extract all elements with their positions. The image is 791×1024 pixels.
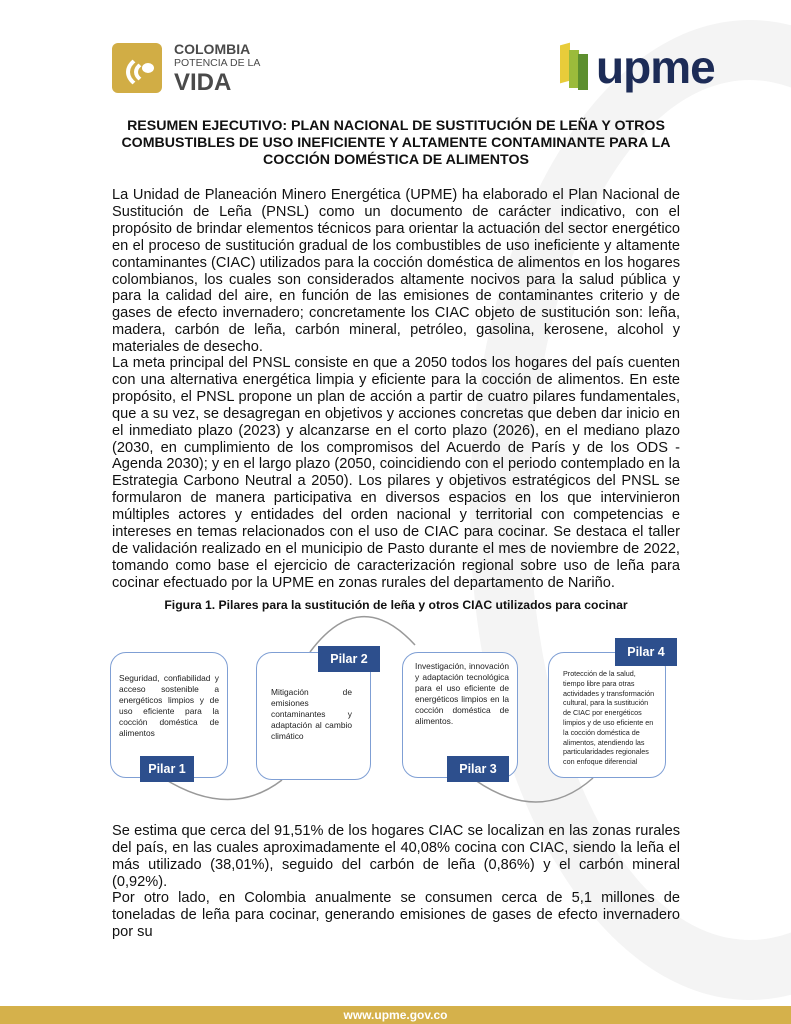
figure-caption: Figura 1. Pilares para la sustitución de leña y otros CIAC utilizados para cocinar [164, 598, 628, 612]
paragraph-goal: La meta principal del PNSL consiste en que a 2050 todos los hogares del país cuenten con una alternativa energética limpia y eficiente para la cocción de alimentos. En este propósito, el PNSL propone un plan de acción a partir de cuatro pilares fundamentales, que a su vez, se desagregan en objetivos y acciones concretas que deben dar inicio en el inmediato plazo (2023) y alcanzarse en el corto plazo (2026), en el mediano plazo (2030, en cumplimiento de los compromisos del Acuerdo de París y de los ODS - Agenda 2030); y en el largo plazo (2050, coincidiendo con el periodo contemplado en la Estrategia Carbono Neutral a 2050). Los pilares y objetivos estratégicos del PNSL se formularon de manera participativa en diversos espacios en los que intervinieron múltiples actores y entidades del orden nacional y territorial con competencias e intereses en temas relacionados con el uso de CIAC para cocinar. Se destaca el taller de validación realizado en el municipio de Pasto durante el mes de noviembre de 2022, tomando como base el ejercicio de caracterización regional sobre uso de leña para cocinar efectuado por la UPME en zonas rurales del departamento de Nariño. [112, 355, 680, 591]
pillar-4-label: Pilar 4 [615, 638, 677, 666]
document-title: RESUMEN EJECUTIVO: PLAN NACIONAL DE SUSTITUCIÓN DE LEÑA Y OTROS COMBUSTIBLES DE USO INEFICIENTE Y ALTAMENTE CONTAMINANTE PARA LA COCCIÓN DOMÉSTICA DE ALIMENTOS [121, 118, 671, 168]
upme-logo-text: upme [596, 41, 715, 93]
pillar-1-label: Pilar 1 [140, 756, 194, 782]
pillar-3-text: Investigación, innovación y adaptación tecnológica para el uso eficiente de energéticos limpios en la cocción doméstica de alimentos. [415, 661, 509, 726]
pillar-2-text: Mitigación de emisiones contaminantes y adaptación al cambio climático [271, 687, 352, 741]
pillar-4-box [548, 652, 666, 778]
paragraph-statistics: Se estima que cerca del 91,51% de los hogares CIAC se localizan en las zonas rurales del país, en las cuales aproximadamente el 40,08% cocina con CIAC, siendo la leña el más utilizado (38,01%), seguido del carbón de leña (0,86%) y el carbón mineral (0,92%). [112, 823, 680, 890]
logo-line-1: COLOMBIA [174, 41, 251, 57]
pillar-1-text: Seguridad, confiabilidad y acceso sostenible a energéticos limpios y de uso eficiente para la cocción doméstica de alimentos [119, 673, 219, 738]
footer-url: www.upme.gov.co [0, 1006, 791, 1024]
pillar-4-text: Protección de la salud, tiempo libre para otras actividades y transformación cultural, para la sustitución de CIAC por energéticos limpios y de uso eficiente en la cocción doméstica de alimentos, atendiendo las particularidades regionales con enfoque diferencial [563, 669, 655, 767]
paragraph-intro: La Unidad de Planeación Minero Energética (UPME) ha elaborado el Plan Nacional de Sustitución de Leña (PNSL) como un documento de carácter indicativo, con el propósito de brindar elementos técnicos para orientar la actuación del sector energético en el proceso de sustitución gradual de los combustibles de uso ineficiente y altamente contaminantes (CIAC) utilizados para la cocción doméstica de alimentos en los hogares colombianos, los cuales son considerados altamente nocivos para la salud pública y para la calidad del aire, en función de las emisiones de contaminantes criterio y de gases de efecto invernadero; concretamente los CIAC objeto de sustitución son: leña, madera, carbón de leña, carbón mineral, petróleo, gasolina, kerosene, alcohol y materiales de desecho. [112, 187, 680, 356]
logo-line-2: POTENCIA DE LA [174, 57, 261, 69]
paragraph-consumption: Por otro lado, en Colombia anualmente se consumen cerca de 5,1 millones de toneladas de leña para cocinar, generando emisiones de gases de efecto invernadero por su [112, 890, 680, 940]
logo-line-3: VIDA [174, 68, 232, 96]
pillar-3-label: Pilar 3 [447, 756, 509, 782]
pillar-2-label: Pilar 2 [318, 646, 380, 672]
